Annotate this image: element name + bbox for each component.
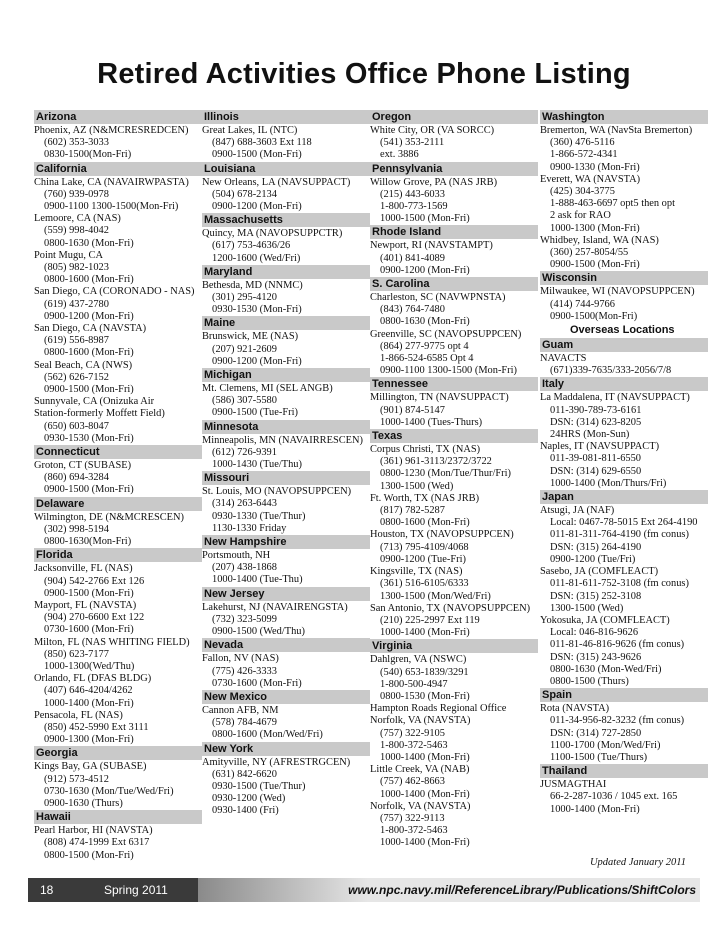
state-header: Wisconsin: [540, 271, 708, 285]
state-header: Virginia: [370, 639, 538, 653]
contact-detail: 1100-1500 (Tue/Thurs): [550, 751, 648, 763]
contact-detail: 1-800-500-4947: [380, 678, 448, 690]
office-location: Kings Bay, GA (SUBASE): [34, 761, 147, 773]
contact-detail: (671)339-7635/333-2056/7/8: [550, 365, 672, 377]
contact-detail: 0900-1200 (Mon-Fri): [380, 264, 470, 276]
contact-detail: 0900-1500(Mon-Fri): [550, 310, 638, 322]
contact-detail: 0900-1500 (Wed/Thu): [212, 626, 305, 638]
contact-detail: 1000-1300 (Mon-Fri): [550, 222, 640, 234]
state-header: California: [34, 162, 202, 176]
contact-detail: 0800-1530 (Mon-Fri): [380, 690, 470, 702]
state-header: Spain: [540, 688, 708, 702]
office-location: Jacksonville, FL (NAS): [34, 563, 133, 575]
contact-detail: 0900-1300 (Mon-Fri): [44, 734, 134, 746]
contact-detail: (210) 225-2997 Ext 119: [380, 614, 480, 626]
contact-detail: 0900-1200 (Tue/Fri): [550, 553, 636, 565]
office-location: San Diego, CA (CORONADO - NAS): [34, 286, 195, 298]
office-location: Ft. Worth, TX (NAS JRB): [370, 492, 480, 504]
contact-detail: 1200-1600 (Wed/Fri): [212, 252, 301, 264]
contact-detail: 2 ask for RAO: [550, 210, 611, 222]
contact-detail: 0930-1330 (Tue/Thur): [212, 510, 306, 522]
state-header: Louisiana: [202, 162, 370, 176]
page-number: 18: [40, 883, 54, 897]
contact-detail: 0900-1100 1300-1500(Mon-Fri): [44, 201, 179, 213]
contact-detail: (631) 842-6620: [212, 768, 277, 780]
contact-detail: 1000-1400 (Tues-Thurs): [380, 416, 483, 428]
office-location: Norfolk, VA (NAVSTA): [370, 715, 471, 727]
contact-detail: 1000-1400 (Mon-Fri): [380, 751, 470, 763]
state-header: Hawaii: [34, 810, 202, 824]
contact-detail: (360) 257-8054/55: [550, 247, 629, 259]
state-header: Georgia: [34, 746, 202, 760]
contact-detail: (207) 438-1868: [212, 562, 277, 574]
office-location: Pensacola, FL (NAS): [34, 709, 123, 721]
contact-detail: 1-866-524-6585 Opt 4: [380, 353, 474, 365]
office-location: Mt. Clemens, MI (SEL ANGB): [202, 383, 333, 395]
state-header: Minnesota: [202, 420, 370, 434]
state-header: Tennessee: [370, 377, 538, 391]
office-location: Sunnyvale, CA (Onizuka Air: [34, 396, 155, 408]
contact-detail: 1300-1500 (Wed): [550, 602, 624, 614]
contact-detail: 0800-1630(Mon-Fri): [44, 536, 132, 548]
contact-detail: 0830-1500(Mon-Fri): [44, 149, 132, 161]
contact-detail: 24HRS (Mon-Sun): [550, 429, 630, 441]
office-location: Minneapolis, MN (NAVAIRRESCEN): [202, 434, 363, 446]
contact-detail: 1-800-773-1569: [380, 201, 448, 213]
office-location: Milwaukee, WI (NAVOPSUPPCEN): [540, 286, 695, 298]
section-heading: Overseas Locations: [570, 324, 675, 337]
office-location: China Lake, CA (NAVAIRWPASTA): [34, 176, 189, 188]
state-header: Florida: [34, 548, 202, 562]
office-location: Newport, RI (NAVSTAMPT): [370, 240, 493, 252]
contact-detail: 1-800-372-5463: [380, 739, 448, 751]
state-header: Maine: [202, 316, 370, 330]
office-location: St. Louis, MO (NAVOPSUPPCEN): [202, 486, 352, 498]
office-location: Groton, CT (SUBASE): [34, 460, 132, 472]
contact-detail: 1000-1400 (Mon-Fri): [550, 803, 640, 815]
contact-detail: 1130-1330 Friday: [212, 522, 287, 534]
contact-detail: (805) 982-1023: [44, 262, 109, 274]
contact-detail: 011-39-081-811-6550: [550, 453, 641, 465]
updated-note: Updated January 2011: [589, 857, 686, 868]
state-header: Michigan: [202, 368, 370, 382]
contact-detail: 0900-1500 (Mon-Fri): [44, 587, 134, 599]
contact-detail: 0800-1600 (Mon-Fri): [380, 517, 470, 529]
contact-detail: 0930-1530 (Mon-Fri): [44, 432, 134, 444]
office-location: Dahlgren, VA (NSWC): [370, 654, 467, 666]
state-header: Illinois: [202, 110, 370, 124]
contact-detail: 1000-1400 (Mon-Fri): [380, 627, 470, 639]
office-location: Willow Grove, PA (NAS JRB): [370, 176, 498, 188]
office-location: Lakehurst, NJ (NAVAIRENGSTA): [202, 601, 348, 613]
state-header: Massachusetts: [202, 213, 370, 227]
office-location: San Antonio, TX (NAVOPSUPPCEN): [370, 602, 531, 614]
website-url: www.npc.navy.mil/ReferenceLibrary/Publications/ShiftColors: [348, 883, 696, 897]
office-location: Norfolk, VA (NAVSTA): [370, 800, 471, 812]
contact-detail: (650) 603-8047: [44, 420, 109, 432]
state-header: Maryland: [202, 265, 370, 279]
contact-detail: (407) 646-4204/4262: [44, 685, 133, 697]
state-header: Texas: [370, 429, 538, 443]
contact-detail: (215) 443-6033: [380, 188, 445, 200]
office-location: Hampton Roads Regional Office: [370, 703, 507, 715]
contact-detail: 0900-1500 (Mon-Fri): [44, 484, 134, 496]
office-location: Portsmouth, NH: [202, 550, 271, 562]
contact-detail: 1300-1500 (Mon/Wed/Fri): [380, 590, 491, 602]
office-location: Naples, IT (NAVSUPPACT): [540, 441, 660, 453]
contact-detail: (757) 322-9113: [380, 812, 445, 824]
state-header: Missouri: [202, 471, 370, 485]
state-header: Guam: [540, 338, 708, 352]
office-location: Cannon AFB, NM: [202, 704, 279, 716]
contact-detail: 0800-1630 (Mon-Wed/Fri): [550, 663, 662, 675]
contact-detail: 0900-1500 (Mon-Fri): [212, 149, 302, 161]
listing-column-1: [34, 110, 202, 862]
state-header: Connecticut: [34, 445, 202, 459]
contact-detail: (912) 573-4512: [44, 773, 109, 785]
contact-detail: (562) 626-7152: [44, 371, 109, 383]
contact-detail: (775) 426-3333: [212, 665, 277, 677]
contact-detail: 0730-1600 (Mon-Fri): [44, 624, 134, 636]
office-location: Quincy, MA (NAVOPSUPPCTR): [202, 228, 343, 240]
contact-detail: 0730-1600 (Mon-Fri): [212, 677, 302, 689]
state-header: Arizona: [34, 110, 202, 124]
contact-detail: (713) 795-4109/4068: [380, 541, 469, 553]
contact-detail: 0730-1630 (Mon/Tue/Wed/Fri): [44, 785, 174, 797]
contact-detail: 011-34-956-82-3232 (fm conus): [550, 715, 685, 727]
contact-detail: Local: 046-816-9626: [550, 627, 639, 639]
contact-detail: DSN: (314) 623-8205: [550, 416, 642, 428]
state-header: New Mexico: [202, 690, 370, 704]
contact-detail: (732) 323-5099: [212, 613, 277, 625]
office-location: Rota (NAVSTA): [540, 703, 610, 715]
contact-detail: 0900-1500 (Mon-Fri): [44, 384, 134, 396]
contact-detail: (301) 295-4120: [212, 292, 277, 304]
contact-detail: ext. 3886: [380, 149, 419, 161]
contact-detail: (808) 474-1999 Ext 6317: [44, 837, 150, 849]
state-header: Pennsylvania: [370, 162, 538, 176]
contact-detail: 0800-1600 (Mon-Fri): [44, 274, 134, 286]
office-location: NAVACTS: [540, 353, 587, 365]
office-location: Sasebo, JA (COMFLEACT): [540, 566, 659, 578]
contact-detail: 1000-1300(Wed/Thu): [44, 660, 135, 672]
office-location: Bremerton, WA (NavSta Bremerton): [540, 125, 693, 136]
listing-column-3: [370, 110, 538, 850]
office-location: Charleston, SC (NAVWPNSTA): [370, 292, 506, 304]
issue-label: Spring 2011: [104, 883, 168, 897]
contact-detail: 1-888-463-6697 opt5 then opt: [550, 198, 675, 210]
contact-detail: (864) 277-9775 opt 4: [380, 340, 469, 352]
contact-detail: 0930-1500 (Tue/Thur): [212, 780, 306, 792]
contact-detail: 1-800-372-5463: [380, 825, 448, 837]
state-header: Japan: [540, 490, 708, 504]
state-header: New York: [202, 742, 370, 756]
state-header: S. Carolina: [370, 277, 538, 291]
contact-detail: (901) 874-5147: [380, 404, 445, 416]
contact-detail: (540) 653-1839/3291: [380, 666, 469, 678]
state-header: Oregon: [370, 110, 538, 124]
office-location: Little Creek, VA (NAB): [370, 764, 470, 776]
contact-detail: 1100-1700 (Mon/Wed/Fri): [550, 739, 661, 751]
contact-detail: (541) 353-2111: [380, 137, 445, 149]
contact-detail: (619) 437-2780: [44, 298, 109, 310]
listing-column-2: [202, 110, 370, 818]
office-location: Bethesda, MD (NNMC): [202, 279, 303, 291]
office-location: Kingsville, TX (NAS): [370, 566, 463, 578]
contact-detail: 0900-1200 (Tue-Fri): [380, 553, 466, 565]
contact-detail: 0800-1630 (Mon-Fri): [380, 316, 470, 328]
contact-detail: 1000-1400 (Mon-Fri): [380, 788, 470, 800]
contact-detail: 0900-1200 (Mon-Fri): [44, 310, 134, 322]
contact-detail: (360) 476-5116: [550, 137, 615, 149]
contact-detail: (302) 998-5194: [44, 523, 109, 535]
contact-detail: (757) 322-9105: [380, 727, 445, 739]
listing-column-4: [540, 110, 708, 816]
office-location: Fallon, NV (NAS): [202, 653, 279, 665]
contact-detail: 1000-1400 (Mon-Fri): [44, 697, 134, 709]
office-location: Millington, TN (NAVSUPPACT): [370, 392, 509, 404]
contact-detail: (904) 542-2766 Ext 126: [44, 575, 145, 587]
contact-detail: (207) 921-2609: [212, 343, 277, 355]
state-header: Nevada: [202, 638, 370, 652]
contact-detail: (904) 270-6600 Ext 122: [44, 612, 145, 624]
office-location: Houston, TX (NAVOPSUPPCEN): [370, 529, 514, 541]
contact-detail: 011-81-46-816-9626 (fm conus): [550, 639, 685, 651]
state-header: Delaware: [34, 497, 202, 511]
contact-detail: (619) 556-8987: [44, 335, 109, 347]
contact-detail: 0800-1500 (Thurs): [550, 675, 629, 687]
state-header: Italy: [540, 377, 708, 391]
contact-detail: DSN: (314) 727-2850: [550, 727, 642, 739]
contact-detail: (361) 961-3113/2372/3722: [380, 456, 492, 468]
office-location: Corpus Christi, TX (NAS): [370, 444, 481, 456]
state-header: New Hampshire: [202, 535, 370, 549]
contact-detail: (843) 764-7480: [380, 304, 445, 316]
office-location: San Diego, CA (NAVSTA): [34, 323, 147, 335]
contact-detail: (847) 688-3603 Ext 118: [212, 137, 312, 149]
office-location: Atsugi, JA (NAF): [540, 505, 615, 517]
contact-detail: (586) 307-5580: [212, 395, 277, 407]
office-location: Amityville, NY (AFRESTRGCEN): [202, 756, 351, 768]
office-location: Phoenix, AZ (N&MCRESREDCEN): [34, 125, 189, 136]
contact-detail: (314) 263-6443: [212, 498, 277, 510]
contact-detail: 0900-1330 (Mon-Fri): [550, 161, 640, 173]
office-location: Yokosuka, JA (COMFLEACT): [540, 614, 670, 626]
contact-detail: DSN: (315) 243-9626: [550, 651, 642, 663]
contact-detail: (361) 516-6105/6333: [380, 578, 469, 590]
office-location: New Orleans, LA (NAVSUPPACT): [202, 176, 351, 188]
office-location: Lemoore, CA (NAS): [34, 213, 121, 225]
footer-gradient: [198, 878, 368, 902]
office-location: Orlando, FL (DFAS BLDG): [34, 673, 152, 685]
contact-detail: 0900-1200 (Mon-Fri): [212, 201, 302, 213]
contact-detail: 1000-1400 (Mon-Fri): [380, 837, 470, 849]
contact-detail: 0800-1630 (Mon-Fri): [44, 237, 134, 249]
contact-detail: 1000-1500 (Mon-Fri): [380, 213, 470, 225]
contact-detail: (602) 353-3033: [44, 137, 109, 149]
contact-detail: (760) 939-0978: [44, 188, 109, 200]
contact-detail: (425) 304-3775: [550, 186, 615, 198]
office-location: Pearl Harbor, HI (NAVSTA): [34, 825, 153, 837]
contact-detail: 011-81-311-764-4190 (fm conus): [550, 529, 689, 541]
contact-detail: 1000-1400 (Mon/Thurs/Fri): [550, 477, 667, 489]
contact-detail: 0930-1200 (Wed): [212, 793, 286, 805]
contact-detail: 011-81-611-752-3108 (fm conus): [550, 578, 689, 590]
state-header: Rhode Island: [370, 225, 538, 239]
office-location: Great Lakes, IL (NTC): [202, 125, 298, 136]
contact-detail: 66-2-287-1036 / 1045 ext. 165: [550, 791, 678, 803]
contact-detail: DSN: (315) 252-3108: [550, 590, 642, 602]
contact-detail: (860) 694-3284: [44, 472, 109, 484]
office-location: White City, OR (VA SORCC): [370, 125, 495, 136]
office-location: Station-formerly Moffett Field): [34, 408, 165, 420]
contact-detail: 0800-1600 (Mon-Fri): [44, 347, 134, 359]
office-location: Seal Beach, CA (NWS): [34, 359, 133, 371]
contact-detail: 011-390-789-73-6161: [550, 404, 642, 416]
contact-detail: (504) 678-2134: [212, 188, 277, 200]
contact-detail: (617) 753-4636/26: [212, 240, 291, 252]
office-location: Whidbey, Island, WA (NAS): [540, 234, 659, 246]
state-header: Washington: [540, 110, 708, 124]
contact-detail: 0900-1630 (Thurs): [44, 797, 123, 809]
office-location: Milton, FL (NAS WHITING FIELD): [34, 636, 190, 648]
contact-detail: 0800-1230 (Mon/Tue/Thur/Fri): [380, 468, 511, 480]
contact-detail: 0900-1200 (Mon-Fri): [212, 355, 302, 367]
contact-detail: 0900-1500 (Tue-Fri): [212, 407, 298, 419]
contact-detail: Local: 0467-78-5015 Ext 264-4190: [550, 517, 698, 529]
contact-detail: (612) 726-9391: [212, 446, 277, 458]
state-header: Thailand: [540, 764, 708, 778]
contact-detail: 1000-1400 (Tue-Thu): [212, 574, 303, 586]
office-location: Brunswick, ME (NAS): [202, 331, 299, 343]
contact-detail: DSN: (314) 629-6550: [550, 465, 642, 477]
contact-detail: (414) 744-9766: [550, 298, 615, 310]
office-location: Wilmington, DE (N&MCRESCEN): [34, 511, 184, 523]
contact-detail: (401) 841-4089: [380, 252, 445, 264]
office-location: La Maddalena, IT (NAVSUPPACT): [540, 392, 690, 404]
contact-detail: (578) 784-4679: [212, 717, 277, 729]
page-title: Retired Activities Office Phone Listing: [97, 58, 631, 90]
contact-detail: (757) 462-8663: [380, 776, 445, 788]
contact-detail: 1-866-572-4341: [550, 149, 618, 161]
contact-detail: (559) 998-4042: [44, 225, 109, 237]
contact-detail: (817) 782-5287: [380, 505, 445, 517]
contact-detail: (850) 452-5990 Ext 3111: [44, 721, 149, 733]
contact-detail: 1000-1430 (Tue/Thu): [212, 459, 302, 471]
contact-detail: 0900-1100 1300-1500 (Mon-Fri): [380, 365, 517, 377]
contact-detail: (850) 623-7177: [44, 648, 109, 660]
page-footer: [28, 878, 700, 902]
state-header: New Jersey: [202, 587, 370, 601]
office-location: Mayport, FL (NAVSTA): [34, 599, 137, 611]
office-location: Everett, WA (NAVSTA): [540, 173, 641, 185]
office-location: Greenville, SC (NAVOPSUPPCEN): [370, 328, 522, 340]
contact-detail: 0800-1600 (Mon/Wed/Fri): [212, 729, 323, 741]
office-location: JUSMAGTHAI: [540, 779, 607, 791]
contact-detail: DSN: (315) 264-4190: [550, 541, 642, 553]
contact-detail: 0930-1530 (Mon-Fri): [212, 304, 302, 316]
contact-detail: 0800-1500 (Mon-Fri): [44, 849, 134, 861]
contact-detail: 1300-1500 (Wed): [380, 480, 454, 492]
contact-detail: 0930-1400 (Fri): [212, 805, 279, 817]
office-location: Point Mugu, CA: [34, 249, 103, 261]
contact-detail: 0900-1500 (Mon-Fri): [550, 259, 640, 271]
